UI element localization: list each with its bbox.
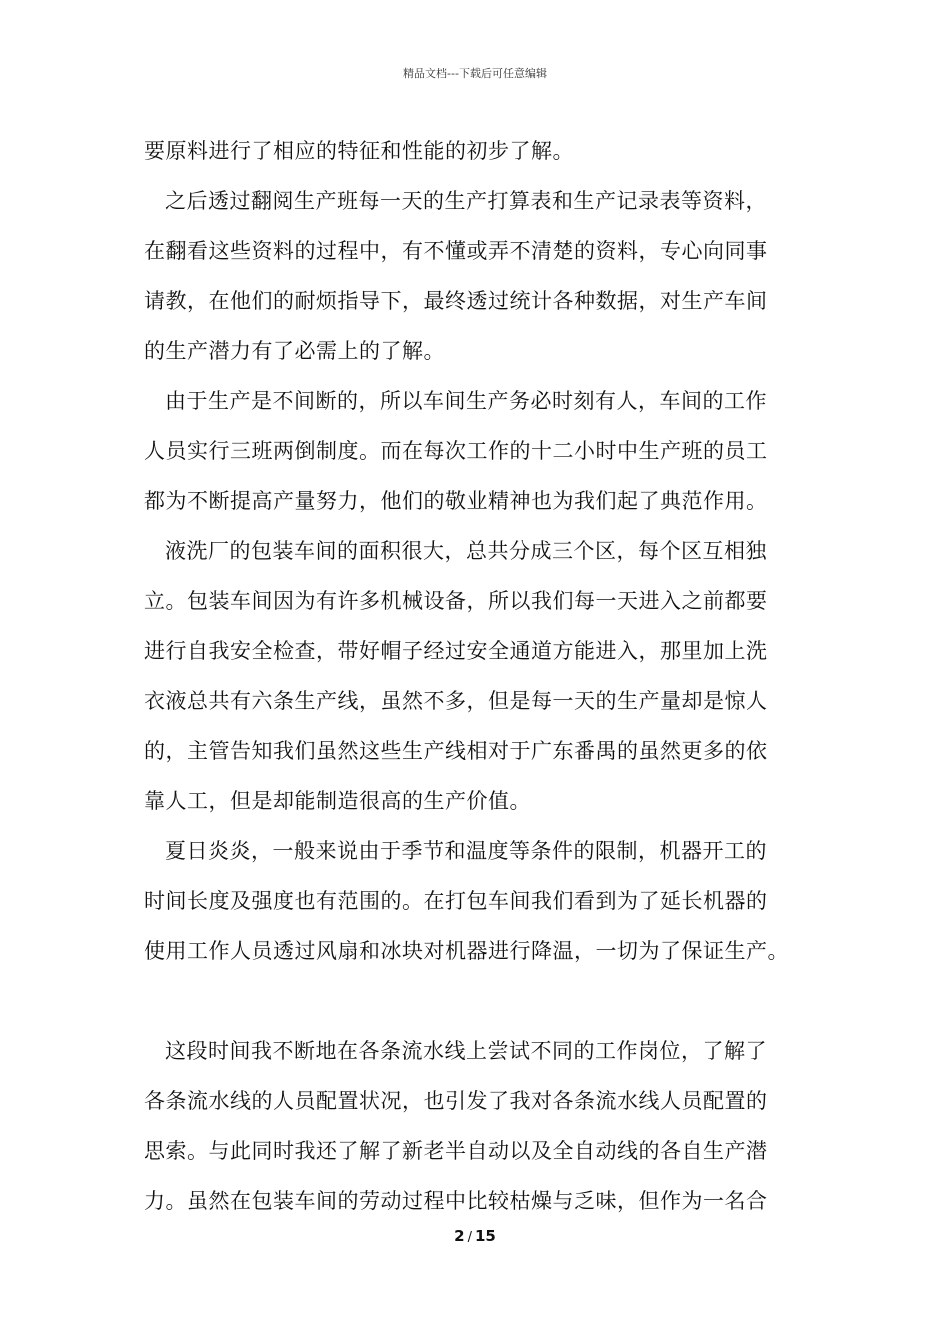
text-line: 的生产潜力有了必需上的了解。 [144, 339, 445, 363]
text-line: 思索。与此同时我还了解了新老半自动以及全自动线的各自生产潜 [144, 1139, 768, 1163]
paragraph [144, 1026, 810, 1226]
page-number [0, 1226, 950, 1248]
paragraph [144, 826, 810, 976]
paragraph [144, 176, 810, 376]
total-pages: 15 [474, 1227, 496, 1245]
paragraph [144, 376, 810, 526]
text-line: 夏日炎炎，一般来说由于季节和温度等条件的限制，机器开工的 [165, 839, 767, 863]
page-separator: / [467, 1230, 472, 1245]
paragraph [144, 126, 810, 176]
paragraph [144, 526, 810, 826]
text-line: 要原料进行了相应的特征和性能的初步了解。 [144, 139, 574, 163]
text-line: 液洗厂的包装车间的面积很大，总共分成三个区，每个区互相独 [165, 539, 767, 563]
text-line: 靠人工，但是却能制造很高的生产价值。 [144, 789, 531, 813]
text-line: 力。虽然在包装车间的劳动过程中比较枯燥与乏味，但作为一名合 [144, 1189, 768, 1213]
document-body [144, 126, 810, 1226]
paragraph-gap [144, 976, 810, 1026]
text-line: 立。包装车间因为有许多机械设备，所以我们每一天进入之前都要 [144, 589, 768, 613]
text-line: 这段时间我不断地在各条流水线上尝试不同的工作岗位，了解了 [165, 1039, 767, 1063]
text-line: 都为不断提高产量努力，他们的敬业精神也为我们起了典范作用。 [144, 489, 768, 513]
text-line: 衣液总共有六条生产线，虽然不多，但是每一天的生产量却是惊人 [144, 689, 768, 713]
current-page: 2 [454, 1227, 465, 1245]
text-line: 进行自我安全检查，带好帽子经过安全通道方能进入，那里加上洗 [144, 639, 768, 663]
text-line: 在翻看这些资料的过程中，有不懂或弄不清楚的资料，专心向同事 [144, 239, 768, 263]
text-line: 各条流水线的人员配置状况，也引发了我对各条流水线人员配置的 [144, 1089, 768, 1113]
text-line: 由于生产是不间断的，所以车间生产务必时刻有人，车间的工作 [165, 389, 767, 413]
text-line: 之后透过翻阅生产班每一天的生产打算表和生产记录表等资料， [165, 189, 767, 213]
text-line: 人员实行三班两倒制度。而在每次工作的十二小时中生产班的员工 [144, 439, 768, 463]
page-header: 精品文档---下载后可任意编辑 [403, 67, 547, 80]
text-line: 的，主管告知我们虽然这些生产线相对于广东番禺的虽然更多的依 [144, 739, 768, 763]
text-line: 时间长度及强度也有范围的。在打包车间我们看到为了延长机器的 [144, 889, 768, 913]
text-line: 使用工作人员透过风扇和冰块对机器进行降温，一切为了保证生产。 [144, 939, 789, 963]
text-line: 请教，在他们的耐烦指导下，最终透过统计各种数据，对生产车间 [144, 289, 768, 313]
